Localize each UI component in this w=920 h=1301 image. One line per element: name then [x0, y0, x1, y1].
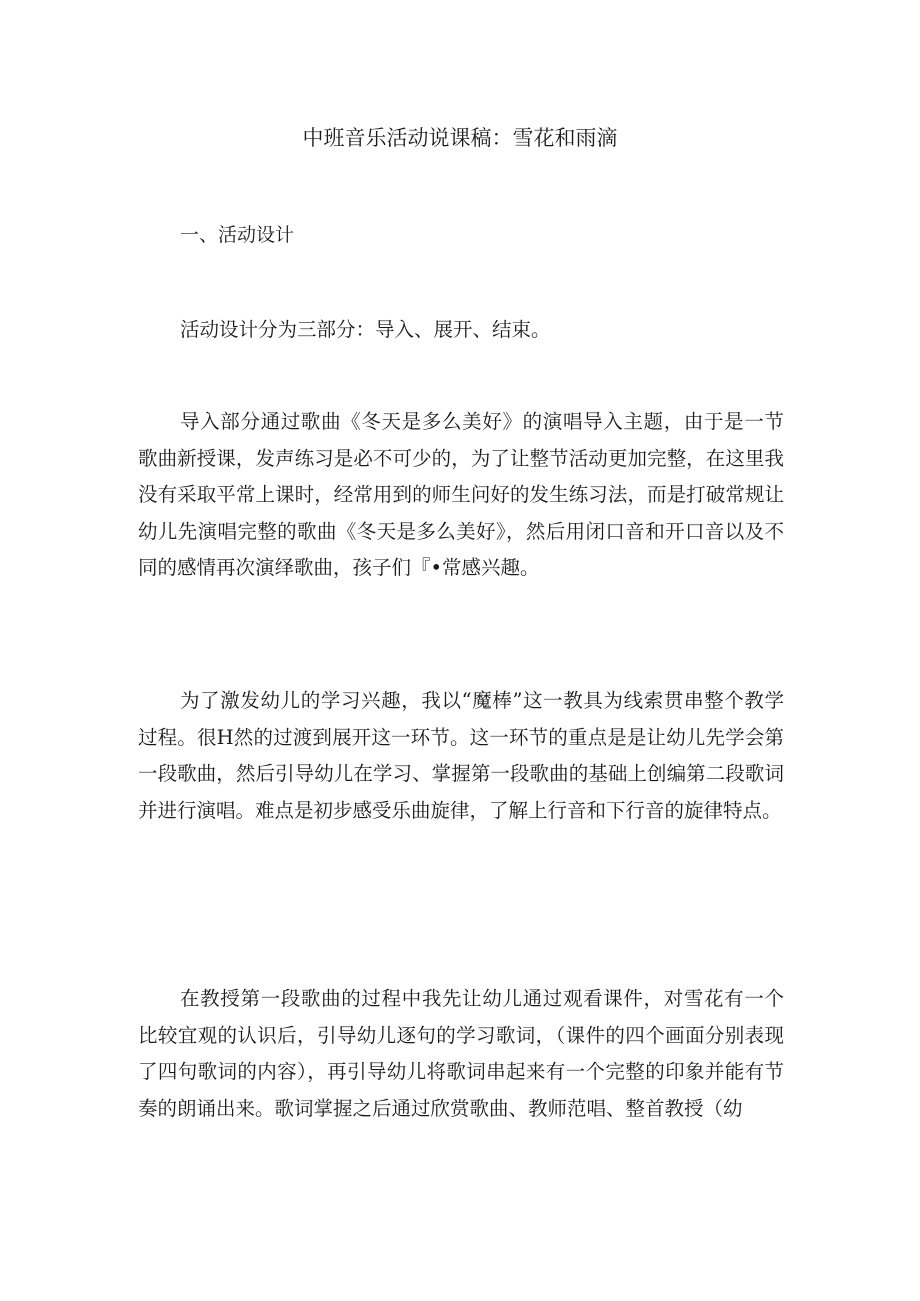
section-heading: 一、活动设计	[180, 224, 295, 246]
document-title: 中班音乐活动说课稿：雪花和雨滴	[302, 126, 618, 150]
paragraph-development: 为了激发幼儿的学习兴趣，我以“魔棒”这一教具为线索贯串整个教学过程。很H然的过渡到展开这一环节。这一环节的重点是是让幼儿先学会第一段歌曲，然后引导幼儿在学习、掌握第一段歌曲的基础上创编第二段歌词并进行演唱。难点是初步感受乐曲旋律，了解上行音和下行音的旋律特点。	[138, 689, 784, 822]
paragraph-teaching-process: 在教授第一段歌曲的过程中我先让幼儿通过观看课件，对雪花有一个比较宜观的认识后，引导幼儿逐句的学习歌词，（课件的四个画面分别表现了四句歌词的内容），再引导幼儿将歌词串起来有一个完整的印象并能有节奏的朗诵出来。歌词掌握之后通过欣赏歌曲、教师范唱、整首教授（幼	[138, 987, 784, 1120]
paragraph-introduction: 导入部分通过歌曲《冬天是多么美好》的演唱导入主题，由于是一节歌曲新授课，发声练习是必不可少的，为了让整节活动更加完整，在这里我没有采取平常上课时，经常用到的师生问好的发生练习法，而是打破常规让幼儿先演唱完整的歌曲《冬天是多么美好》，然后用闭口音和开口音以及不同的感情再次演绎歌曲，孩子们『•常感兴趣。	[138, 410, 784, 579]
paragraph-overview: 活动设计分为三部分：导入、展开、结束。	[180, 318, 551, 341]
